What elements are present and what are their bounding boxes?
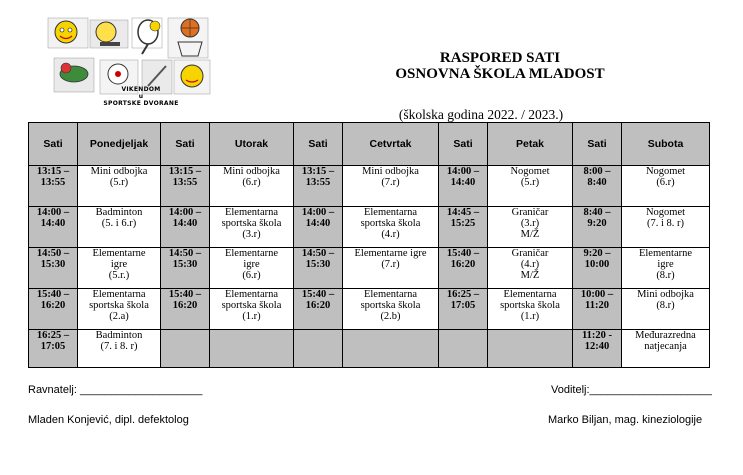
activity-text: Nogomet [645, 207, 686, 218]
time-text: 15:40 – [301, 289, 335, 300]
column-header-time: Sati [439, 123, 488, 166]
activity-text: Elementarna [363, 207, 418, 218]
principal-signature-line: Ravnatelj: ____________________ [28, 384, 203, 396]
activity-text: (6.r) [656, 177, 675, 188]
time-slot-cell [573, 248, 622, 289]
coordinator-signature-line: Voditelj:____________________ [551, 384, 712, 396]
time-text: 14:40 [450, 177, 476, 188]
activity-cell [78, 166, 161, 207]
activity-text: Nogomet [510, 166, 550, 177]
activity-text: sportska škola [360, 218, 421, 229]
time-slot-cell [294, 207, 343, 248]
time-text: 17:05 [40, 341, 66, 352]
time-text: 13:15 – [168, 166, 202, 177]
activity-text: (5.r) [520, 177, 540, 188]
time-slot-cell [573, 166, 622, 207]
empty-cell [210, 330, 294, 368]
time-slot-cell [161, 207, 210, 248]
activity-text: Elementarna [224, 289, 279, 300]
activity-text: Elementarne igre [354, 248, 427, 259]
time-slot-cell [29, 289, 78, 330]
time-text: 13:55 [172, 177, 198, 188]
time-text: 14:40 [172, 218, 198, 229]
column-header-time: Sati [161, 123, 210, 166]
time-text: 14:50 – [36, 248, 70, 259]
column-header-day: Subota [622, 123, 710, 166]
time-text: 15:30 [40, 259, 66, 270]
activity-text: sportska škola [360, 300, 421, 311]
time-text: 16:20 [450, 259, 476, 270]
time-text: 8:40 [587, 177, 607, 188]
time-slot-cell [29, 330, 78, 368]
logo-caption-line: VIKENDOM [121, 86, 161, 93]
activity-text: igre [110, 259, 128, 270]
activity-text: (6.r) [242, 270, 261, 281]
activity-cell [343, 207, 439, 248]
column-header-time: Sati [294, 123, 343, 166]
coordinator-name: Marko Biljan, mag. kineziologije [548, 414, 703, 426]
time-slot-cell [294, 289, 343, 330]
table-row [29, 207, 710, 248]
activity-text: Badminton [95, 207, 143, 218]
time-slot-cell [439, 248, 488, 289]
time-text: 15:25 [450, 218, 476, 229]
time-text: 15:40 – [168, 289, 202, 300]
time-text: 12:40 [584, 341, 610, 352]
activity-text: (3.r) [520, 218, 540, 229]
activity-text: Graničar [511, 207, 549, 218]
activity-cell [488, 248, 573, 289]
activity-text: (8.r) [656, 300, 675, 311]
column-header-time: Sati [29, 123, 78, 166]
activity-text: sportska škola [500, 300, 560, 311]
activity-cell [622, 289, 710, 330]
time-text: 15:30 [172, 259, 198, 270]
time-text: 14:40 [305, 218, 331, 229]
activity-cell [210, 248, 294, 289]
time-text: 14:00 – [446, 166, 480, 177]
logo-caption [80, 86, 202, 107]
activity-text: (7. i 8. r) [100, 341, 138, 352]
time-slot-cell [294, 166, 343, 207]
activity-text: (7.r) [381, 177, 400, 188]
time-text: 14:00 – [301, 207, 335, 218]
time-text: 14:45 – [446, 207, 480, 218]
time-slot-cell [161, 166, 210, 207]
time-text: 14:50 – [301, 248, 335, 259]
activity-cell [622, 248, 710, 289]
activity-text: Elementarna [363, 289, 418, 300]
time-slot-cell [439, 166, 488, 207]
time-text: 11:20 - [581, 330, 613, 341]
activity-text: Graničar [511, 248, 549, 259]
time-slot-cell [29, 166, 78, 207]
activity-cell [78, 289, 161, 330]
activity-text: (2.a) [109, 311, 129, 322]
activity-text: Elementarna [503, 289, 557, 300]
activity-cell [343, 248, 439, 289]
activity-text: (4.r) [381, 229, 400, 240]
column-header-day: Cetvrtak [343, 123, 439, 166]
time-text: 9:20 – [583, 248, 611, 259]
activity-text: (1.r) [242, 311, 261, 322]
activity-text: (4.r) [520, 259, 540, 270]
time-text: 14:40 [40, 218, 66, 229]
activity-text: (7. i 8. r) [646, 218, 685, 229]
time-text: 15:30 [305, 259, 331, 270]
activity-text: (3.r) [242, 229, 261, 240]
activity-text: igre [243, 259, 260, 270]
column-header-time: Sati [573, 123, 622, 166]
logo-caption-line: SPORTSKE DVORANE [103, 100, 179, 107]
activity-text: Elementarne [224, 248, 279, 259]
activity-text: Nogomet [645, 166, 686, 177]
school-year-subtitle: (školska godina 2022. / 2023.) [398, 107, 564, 122]
title-line: RASPORED SATI [439, 50, 561, 66]
activity-text: Mini odbojka [362, 166, 419, 177]
table-row [29, 248, 710, 289]
document-title [340, 50, 660, 82]
activity-cell [622, 207, 710, 248]
schedule-table [28, 122, 710, 368]
time-text: 16:20 [305, 300, 331, 311]
activity-text: sportska škola [89, 300, 149, 311]
activity-text: Mini odbojka [637, 289, 694, 300]
time-text: 16:20 [172, 300, 198, 311]
time-slot-cell [439, 207, 488, 248]
time-text: 10:00 – [580, 289, 614, 300]
time-slot-cell [161, 248, 210, 289]
activity-cell [488, 166, 573, 207]
time-text: 9:20 [587, 218, 607, 229]
time-slot-cell [294, 248, 343, 289]
activity-text: Badminton [95, 330, 143, 341]
time-text: 16:25 – [446, 289, 480, 300]
activity-text: (6.r) [242, 177, 261, 188]
time-slot-cell [573, 207, 622, 248]
time-text: 14:00 – [36, 207, 70, 218]
time-slot-cell [573, 289, 622, 330]
column-header-day: Petak [488, 123, 573, 166]
table-header-row [29, 123, 710, 166]
time-text: 10:00 [584, 259, 610, 270]
activity-cell [488, 289, 573, 330]
activity-cell [622, 330, 710, 368]
time-slot-cell [29, 248, 78, 289]
activity-cell [343, 289, 439, 330]
activity-cell [78, 330, 161, 368]
activity-cell [210, 166, 294, 207]
activity-text: Elementarne [638, 248, 693, 259]
empty-cell [488, 330, 573, 368]
time-slot-cell [161, 330, 210, 368]
activity-cell [343, 166, 439, 207]
column-header-day: Ponedjeljak [78, 123, 161, 166]
activity-text: (8.r) [656, 270, 675, 281]
activity-text: igre [657, 259, 674, 270]
table-row [29, 166, 710, 207]
time-text: 13:15 – [36, 166, 70, 177]
activity-text: Međurazredna [635, 330, 696, 341]
time-slot-cell [294, 330, 343, 368]
activity-text: (5.r) [109, 177, 129, 188]
activity-cell [78, 207, 161, 248]
activity-text: sportska škola [221, 300, 282, 311]
time-text: 8:00 – [583, 166, 611, 177]
activity-cell [210, 289, 294, 330]
time-text: 14:50 – [168, 248, 202, 259]
time-text: 13:15 – [301, 166, 335, 177]
column-header-day: Utorak [210, 123, 294, 166]
table-row [29, 289, 710, 330]
activity-text: Elementarna [224, 207, 279, 218]
activity-cell [622, 166, 710, 207]
logo-caption-line: u [138, 93, 144, 100]
activity-text: Mini odbojka [90, 166, 148, 177]
principal-name: Mladen Konjević, dipl. defektolog [28, 414, 189, 426]
time-text: 13:55 [305, 177, 331, 188]
time-text: 15:40 – [36, 289, 70, 300]
empty-cell [343, 330, 439, 368]
activity-text: M/Ž [520, 270, 540, 281]
time-text: 17:05 [450, 300, 476, 311]
activity-text: Elementarna [92, 289, 146, 300]
time-text: 16:20 [40, 300, 66, 311]
activity-text: sportska škola [221, 218, 282, 229]
activity-text: (5.r.) [108, 270, 130, 281]
activity-cell [210, 207, 294, 248]
activity-text: Mini odbojka [223, 166, 280, 177]
time-slot-cell [573, 330, 622, 368]
time-text: 14:00 – [168, 207, 202, 218]
activity-text: (5. i 6.r) [101, 218, 137, 229]
activity-text: (7.r) [381, 259, 400, 270]
activity-cell [78, 248, 161, 289]
time-text: 16:25 – [36, 330, 70, 341]
time-slot-cell [29, 207, 78, 248]
time-text: 8:40 – [583, 207, 611, 218]
activity-text: (1.r) [520, 311, 540, 322]
time-text: 15:40 – [446, 248, 480, 259]
title-line: OSNOVNA ŠKOLA MLADOST [395, 66, 605, 82]
activity-text: (2.b) [380, 311, 401, 322]
activity-text: M/Ž [520, 229, 540, 240]
time-slot-cell [439, 289, 488, 330]
time-text: 13:55 [40, 177, 66, 188]
time-text: 11:20 [585, 300, 609, 311]
table-row [29, 330, 710, 368]
activity-cell [488, 207, 573, 248]
time-slot-cell [439, 330, 488, 368]
time-slot-cell [161, 289, 210, 330]
activity-text: natjecanja [644, 341, 687, 352]
activity-text: Elementarne [92, 248, 146, 259]
